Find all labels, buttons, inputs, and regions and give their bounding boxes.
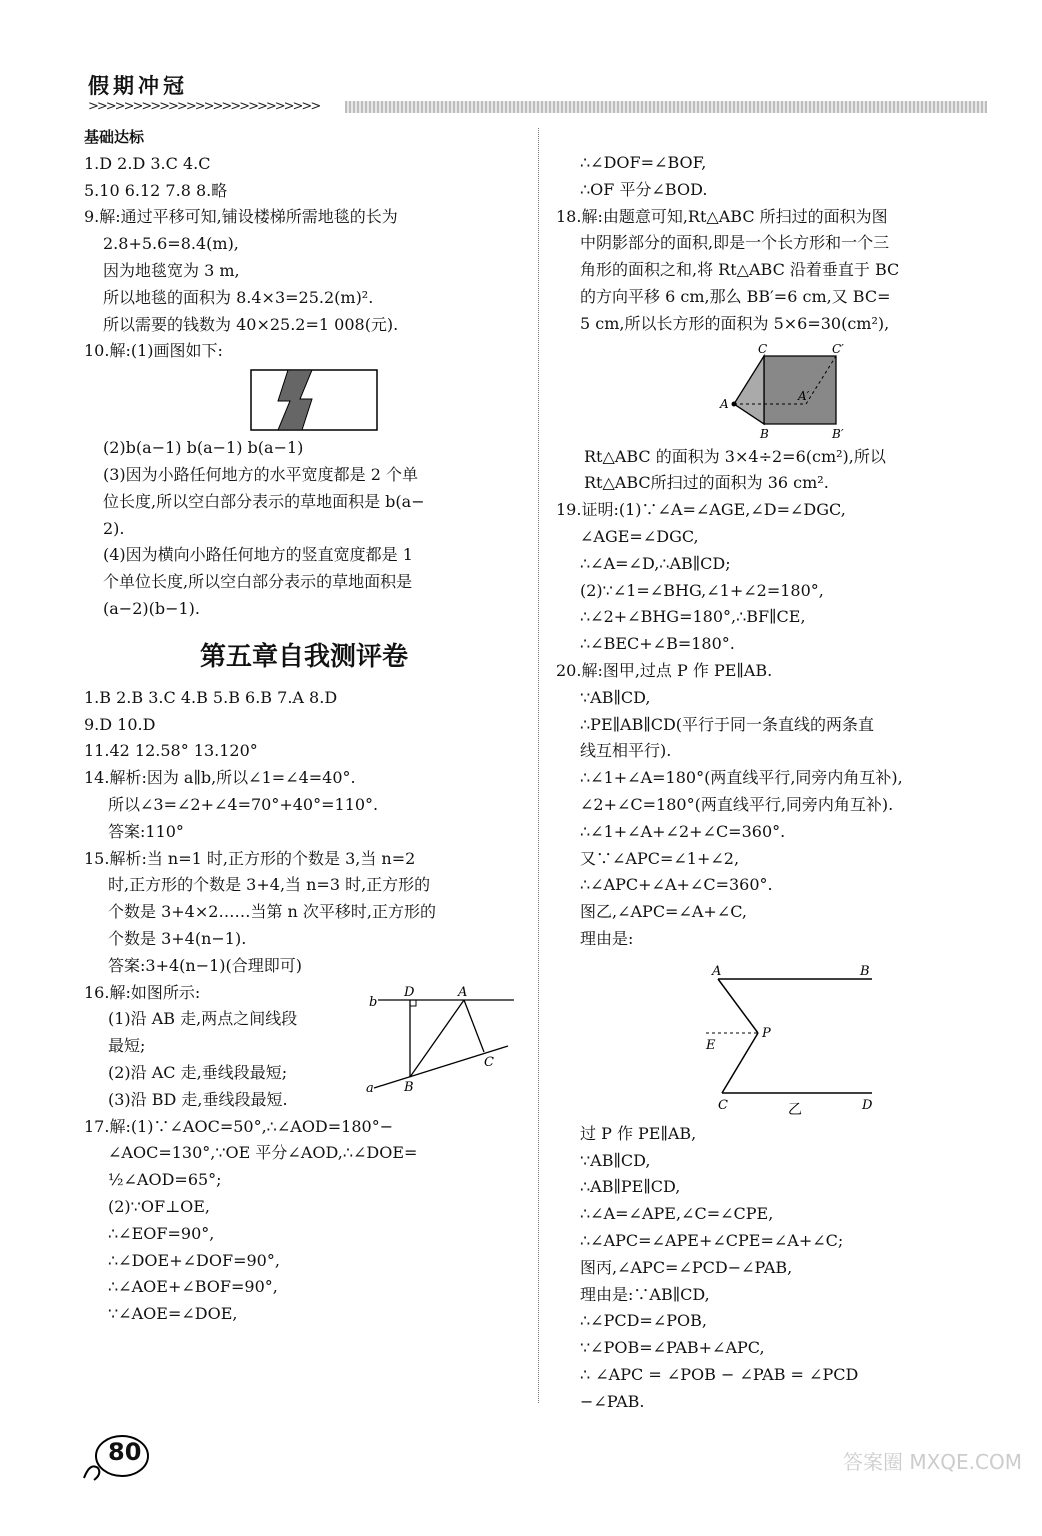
q15-line: 15.解析:当 n=1 时,正方形的个数是 3,当 n=2 xyxy=(84,848,416,868)
header-title: 假期冲冠 xyxy=(88,74,188,98)
q16-figure xyxy=(368,984,518,1094)
q18-line: Rt△ABC 的面积为 3×4÷2=6(cm²),所以 xyxy=(584,446,886,466)
answer-line: 9.D 10.D xyxy=(84,714,156,734)
watermark: 答案圈 MXQE.COM xyxy=(842,1450,1022,1474)
q17-line: 17.解:(1)∵∠AOC=50°,∴∠AOD=180°− xyxy=(84,1116,394,1136)
answer-line: 1.D 2.D 3.C 4.C xyxy=(84,153,211,173)
q19-line: (2)∵∠1=∠BHG,∠1+∠2=180°, xyxy=(580,580,824,600)
q10-line: 个单位长度,所以空白部分表示的草地面积是 xyxy=(103,572,413,592)
q18-line: Rt△ABC所扫过的面积为 36 cm². xyxy=(584,473,829,493)
q9-line: 所以地毯的面积为 8.4×3=25.2(m)². xyxy=(103,287,374,307)
q20-line: ∴∠1+∠A=180°(两直线平行,同旁内角互补), xyxy=(580,768,903,788)
q10-figure xyxy=(84,369,524,431)
header-band xyxy=(345,101,987,113)
fig-label: C xyxy=(758,341,768,356)
column-divider xyxy=(538,128,539,1403)
q16-line: 16.解:如图所示: xyxy=(84,982,201,1002)
q9-line: 9.解:通过平移可知,铺设楼梯所需地毯的长为 xyxy=(84,207,398,227)
fig-label: P xyxy=(762,1025,771,1041)
fig-label: B xyxy=(760,426,769,441)
q14-line: 所以∠3=∠2+∠4=70°+40°=110°. xyxy=(108,794,379,814)
q9-line: 2.8+5.6=8.4(m), xyxy=(103,234,239,254)
q17-line: ½∠AOD=65°; xyxy=(108,1170,222,1190)
fig-label: A xyxy=(458,984,468,1000)
q16-line: (1)沿 AB 走,两点之间线段 xyxy=(108,1009,298,1029)
q15-line: 答案:3+4(n−1)(合理即可) xyxy=(108,955,303,975)
q20-line: ∴∠APC=∠APE+∠CPE=∠A+∠C; xyxy=(580,1230,844,1250)
q17-line: ∴∠DOE+∠DOF=90°, xyxy=(108,1250,280,1270)
section-title: 基础达标 xyxy=(84,128,145,146)
fig-label: A xyxy=(712,963,722,979)
q20-line: 理由是: xyxy=(580,928,634,948)
q9-line: 因为地毯宽为 3 m, xyxy=(103,260,240,280)
q17-line: ∠AOC=130°,∵OE 平分∠AOD,∴∠DOE= xyxy=(108,1143,418,1163)
q20-line: ∵∠POB=∠PAB+∠APC, xyxy=(580,1338,765,1358)
left-column xyxy=(84,124,524,1328)
q17-cont-line: ∴OF 平分∠BOD. xyxy=(580,179,708,199)
q20-line: ∠2+∠C=180°(两直线平行,同旁内角互补). xyxy=(580,794,894,814)
q15-line: 个数是 3+4×2……当第 n 次平移时,正方形的 xyxy=(108,902,437,922)
fig-label: B xyxy=(404,1079,414,1095)
q15-line: 时,正方形的个数是 3+4,当 n=3 时,正方形的 xyxy=(108,875,431,895)
page-number: 80 xyxy=(108,1438,142,1466)
q20-line: −∠PAB. xyxy=(580,1391,645,1411)
q20-line: ∵AB∥CD, xyxy=(580,687,651,707)
header-chevrons: >>>>>>>>>>>>>>>>>>>>>>>>>> xyxy=(88,99,320,114)
q16-line: 最短; xyxy=(108,1036,146,1056)
fig-label: C xyxy=(718,1097,728,1113)
q20-line: ∴ ∠APC = ∠POB − ∠PAB = ∠PCD xyxy=(580,1364,859,1384)
fig-caption: 乙 xyxy=(788,1101,802,1118)
q9-line: 所以需要的钱数为 40×25.2=1 008(元). xyxy=(103,314,399,334)
q18-line: 角形的面积之和,将 Rt△ABC 沿着垂直于 BC xyxy=(580,260,900,280)
q17-line: ∵∠AOE=∠DOE, xyxy=(108,1304,238,1324)
q17-line: ∴∠EOF=90°, xyxy=(108,1223,215,1243)
fig-label: B xyxy=(860,963,870,979)
q20-line: ∴PE∥AB∥CD(平行于同一条直线的两条直 xyxy=(580,714,875,734)
q14-line: 14.解析:因为 a∥b,所以∠1=∠4=40°. xyxy=(84,768,356,788)
q10-line: (3)因为小路任何地方的水平宽度都是 2 个单 xyxy=(103,464,419,484)
right-column xyxy=(556,150,996,1415)
chapter-title: 第五章自我测评卷 xyxy=(199,641,408,672)
q10-line: (2)b(a−1) b(a−1) b(a−1) xyxy=(103,438,304,458)
fig-label: B′ xyxy=(832,426,844,441)
q17-line: (2)∵OF⊥OE, xyxy=(108,1196,210,1216)
q19-line: 19.证明:(1)∵∠A=∠AGE,∠D=∠DGC, xyxy=(556,500,846,520)
q20-line: 线互相平行). xyxy=(580,741,672,761)
q17-line: ∴∠AOE+∠BOF=90°, xyxy=(108,1277,278,1297)
q20-line: ∵AB∥CD, xyxy=(580,1150,651,1170)
answer-line: 11.42 12.58° 13.120° xyxy=(84,741,258,761)
q19-line: ∠AGE=∠DGC, xyxy=(580,526,699,546)
q20-line: ∴∠PCD=∠POB, xyxy=(580,1311,707,1331)
fig-label: b xyxy=(369,994,378,1010)
fig-label: D xyxy=(404,984,415,1000)
q10-line: 2). xyxy=(103,518,125,538)
fig-label: E xyxy=(706,1037,716,1053)
answer-line: 5.10 6.12 7.8 8.略 xyxy=(84,180,228,200)
q10-line: (a−2)(b−1). xyxy=(103,598,201,618)
q20-line: 图丙,∠APC=∠PCD−∠PAB, xyxy=(580,1257,793,1277)
q20-line: 又∵∠APC=∠1+∠2, xyxy=(580,848,740,868)
q20-line: 图乙,∠APC=∠A+∠C, xyxy=(580,902,747,922)
q18-line: 的方向平移 6 cm,那么 BB′=6 cm,又 BC= xyxy=(580,286,891,306)
q10-line: (4)因为横向小路任何地方的竖直宽度都是 1 xyxy=(103,545,413,565)
q17-cont-line: ∴∠DOF=∠BOF, xyxy=(580,153,707,172)
q19-line: ∴∠A=∠D,∴AB∥CD; xyxy=(580,553,731,573)
q10-line: 10.解:(1)画图如下: xyxy=(84,341,223,361)
q10-line: 位长度,所以空白部分表示的草地面积是 b(a− xyxy=(103,491,425,511)
fig-label: A′ xyxy=(798,388,810,403)
q20-line: 过 P 作 PE∥AB, xyxy=(580,1123,697,1143)
q20-line: 理由是:∵AB∥CD, xyxy=(580,1284,710,1304)
q19-line: ∴∠BEC+∠B=180°. xyxy=(580,634,735,654)
q20-line: ∴∠1+∠A+∠2+∠C=360°. xyxy=(580,821,786,841)
q20-line: 20.解:图甲,过点 P 作 PE∥AB. xyxy=(556,660,773,680)
q19-line: ∴∠2+∠BHG=180°,∴BF∥CE, xyxy=(580,607,806,627)
fig-label: C′ xyxy=(832,341,844,356)
q20-line: ∴AB∥PE∥CD, xyxy=(580,1177,681,1197)
q16-block xyxy=(84,980,524,1114)
q15-line: 个数是 3+4(n−1). xyxy=(108,928,247,948)
q18-line: 5 cm,所以长方形的面积为 5×6=30(cm²), xyxy=(580,313,890,333)
fig-label: A xyxy=(720,396,729,411)
fig-label: a xyxy=(366,1080,374,1096)
q16-line: (3)沿 BD 走,垂线段最短. xyxy=(108,1089,288,1109)
answer-line: 1.B 2.B 3.C 4.B 5.B 6.B 7.A 8.D xyxy=(84,687,338,707)
q20-line: ∴∠APC+∠A+∠C=360°. xyxy=(580,875,773,895)
q16-line: (2)沿 AC 走,垂线段最短; xyxy=(108,1062,288,1082)
q18-line: 中阴影部分的面积,即是一个长方形和一个三 xyxy=(580,233,890,253)
q20-line: ∴∠A=∠APE,∠C=∠CPE, xyxy=(580,1204,774,1224)
fig-label: D xyxy=(862,1097,873,1113)
fig-label: C xyxy=(484,1054,494,1070)
q18-line: 18.解:由题意可知,Rt△ABC 所扫过的面积为图 xyxy=(556,206,888,226)
q20-figure xyxy=(556,957,996,1117)
q18-figure xyxy=(556,342,996,440)
q14-line: 答案:110° xyxy=(108,821,184,841)
